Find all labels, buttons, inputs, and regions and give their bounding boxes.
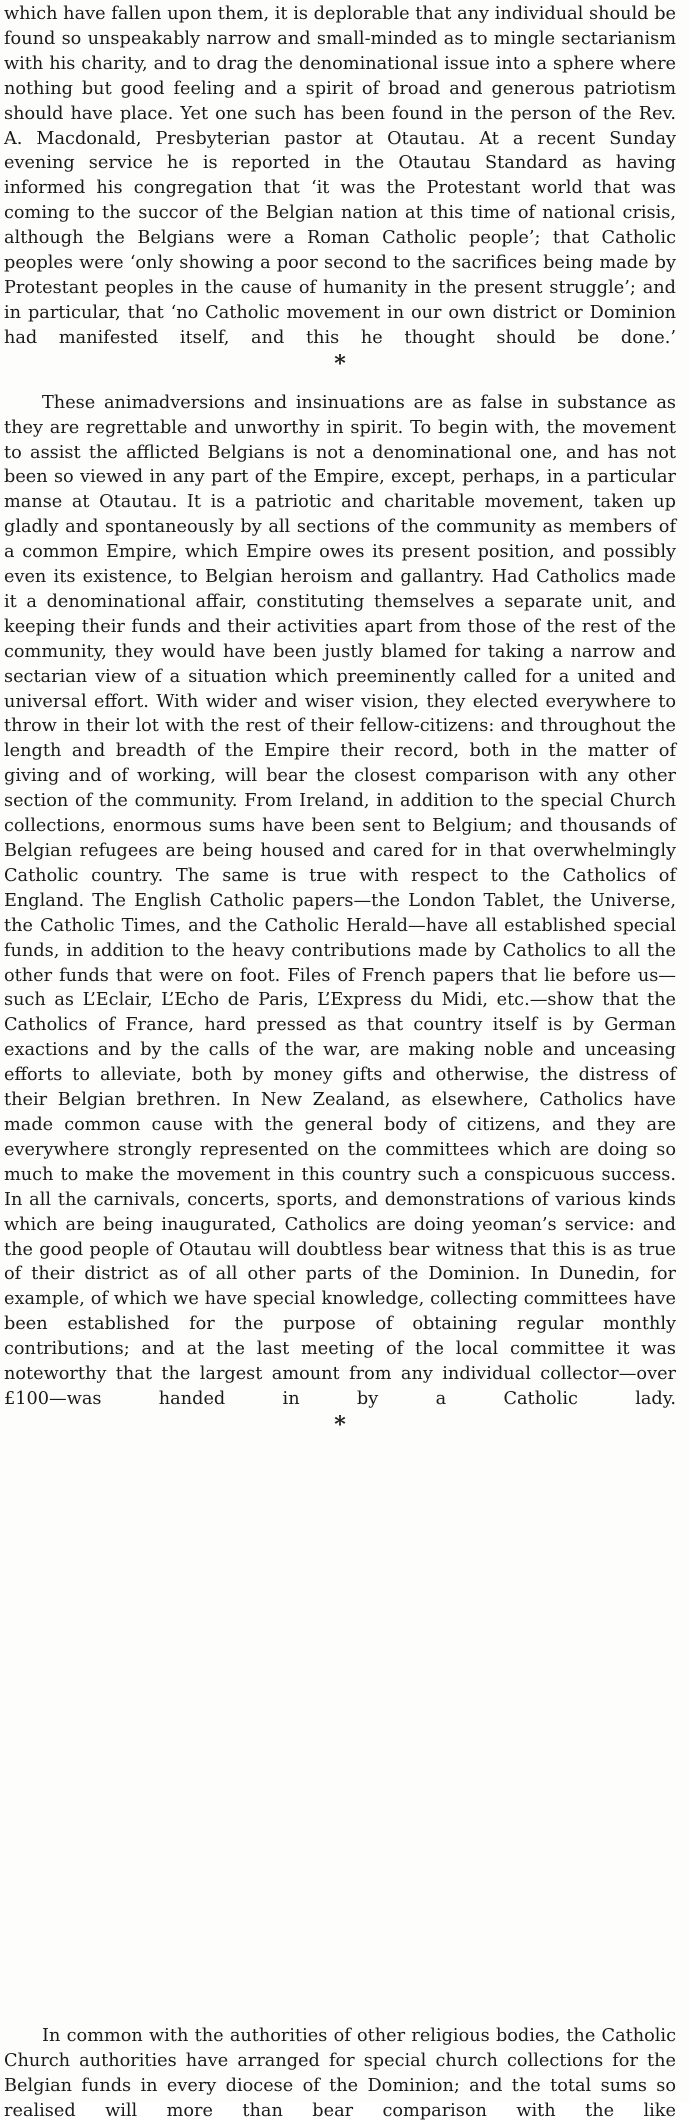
paragraph-3-block [4, 2024, 676, 2124]
section-separator-1: * [334, 350, 346, 377]
paragraph-2: These animadversions and insinuations are as false in substance as they are regrettable and unworthy in spirit. To begin with, the movement to assist the afflicted Belgians is not a denominational one, and has not been so viewed in any part of the Empire, except, perhaps, in a particular manse at Otautau. It is a patriotic and charitable movement, taken up gladly and spontaneously by all sections of the community as members of a common Empire, which Empire owes its present position, and possibly even its existence, to Belgian heroism and gallantry. Had Catholics made it a denominational affair, constituting themselves a separate unit, and keeping their funds and their activities apart from those of the rest of the community, they would have been justly blamed for taking a narrow and sectarian view of a situation which preeminently called for a united and universal effort. With wider and wiser vision, they elected everywhere to throw in their lot with the rest of their fellow-citizens: and throughout the length and breadth of the Empire their record, both in the matter of giving and of working, will bear the closest comparison with any other section of the community. From Ireland, in addition to the special Church collections, enormous sums have been sent to Belgium; and thousands of Belgian refugees are being housed and cared for in that overwhelmingly Catholic country. The same is true with respect to the Catholics of England. The English Catholic papers—the London Tablet, the Universe, the Catholic Times, and the Catholic Herald—have all established special funds, in addition to the heavy contributions made by Catholics to all the other funds that were on foot. Files of French papers that lie before us—such as L’Eclair, L’Echo de Paris, L’Express du Midi, etc.—show that the Catholics of France, hard pressed as that country itself is by German exactions and by the calls of the war, are making noble and unceasing efforts to alleviate, both by money gifts and otherwise, the distress of their Belgian brethren. In New Zealand, as elsewhere, Catholics have made common cause with the general body of citizens, and they are everywhere strongly represented on the committees which are doing so much to make the movement in this country such a conspicuous success. In all the carnivals, concerts, sports, and demonstrations of various kinds which are being inaugurated, Catholics are doing yeoman’s service: and the good people of Otautau will doubtless bear witness that this is as true of their district as of all other parts of the Dominion. In Dunedin, for example, of which we have special knowledge, collecting committees have been established for the purpose of obtaining regular monthly contributions; and at the last meeting of the local committee it was noteworthy that the largest amount from any individual collector—over £100—was handed in by a Catholic lady. [4, 392, 676, 1409]
paragraph-3: In common with the authorities of other religious bodies, the Catholic Church authorities have arranged for special church collections for the Belgian funds in every diocese of the Dominion; and the total sums so realised will more than bear comparison with the like [4, 2026, 676, 2121]
section-separator-2: * [334, 1411, 346, 1438]
paragraph-1: which have fallen upon them, it is deplorable that any individual should be found so unspeakably narrow and small-minded as to mingle sectarianism with his charity, and to drag the denominational issue into a sphere where nothing but good feeling and a spirit of broad and generous patriotism should have place. Yet one such has been found in the person of the Rev. A. Macdonald, Presbyterian pastor at Otautau. At a recent Sunday evening service he is reported in the Otautau Standard as having informed his congregation that ‘it was the Protestant world that was coming to the succor of the Belgian nation at this time of national crisis, although the Belgians were a Roman Catholic people’; that Catholic peoples were ‘only showing a poor second to the sacrifices being made by Protestant peoples in the cause of humanity in the present struggle’; and in particular, that ‘no Catholic movement in our own district or Dominion had manifested itself, and this he thought should be done.’ [4, 4, 676, 348]
article-column [4, 2, 676, 1452]
